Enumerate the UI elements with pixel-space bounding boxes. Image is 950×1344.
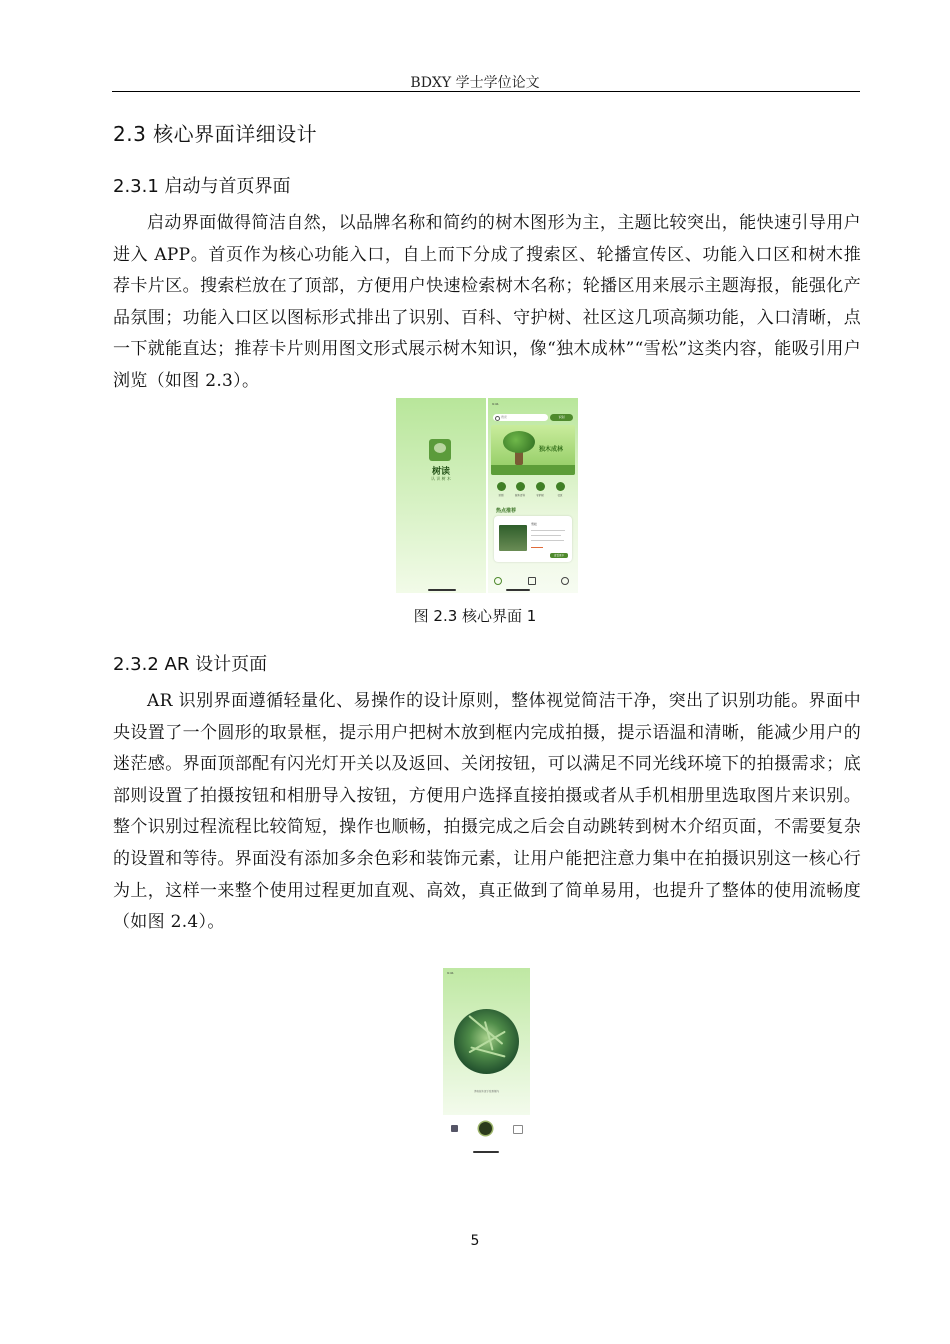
search-placeholder: 搜索 [501,415,508,419]
ar-screen-mockup [443,968,530,1115]
home-screen-mockup [488,398,578,593]
search-icon [495,416,500,421]
view-more-button: 查看更多 [550,553,568,558]
page-number: 5 [470,1233,480,1249]
profile-tab-icon [561,577,569,585]
home-tab-icon [494,577,502,585]
shutter-button [479,1122,492,1135]
text-line [531,540,564,541]
splash-screen-mockup [396,398,486,593]
camera-tab-icon [528,577,536,585]
guard-tree-feature-icon [536,482,545,491]
feature-label: 树木百科 [514,494,525,497]
running-header: BDXY 学士学位论文 [410,75,540,91]
viewfinder-circle [454,1009,519,1074]
header-rule [112,91,860,92]
home-indicator [473,1151,499,1153]
album-icon [513,1125,523,1134]
text-line [531,535,561,536]
splash-app-name: 树读 [431,467,450,477]
banner-text: 独木成林 [539,446,564,453]
subsection-heading-1: 2.3.1 启动与首页界面 [113,176,291,197]
search-bar [493,414,548,421]
paragraph-2 [113,686,861,939]
recommend-card-image [499,525,527,551]
tag-line [531,547,543,548]
identify-feature-icon [497,482,506,491]
feature-label: 识别 [498,494,504,497]
banner-tree-trunk [515,451,523,465]
home-indicator [506,589,530,591]
splash-app-sub: 认 识 树 木 [431,476,451,481]
paragraph-1-text: 启动界面做得简洁自然，以品牌名称和简约的树木图形为主，主题比较突出，能快速引导用户进入 APP。首页作为核心功能入口，自上而下分成了搜索区、轮播宣传区、功能入口区和树木推荐卡片区。搜索栏放在了顶部，方便用户快速检索树木名称；轮播区用来展示主题海报，能强化产品氛围；功能入口区以图标形式排出了识别、百科、守护树、社区这几项高频功能，入口清晰，点一下就能直达；推荐卡片则用图文形式展示树木知识，像“独木成林”“雪松”这类内容，能吸引用户浏览（如图 2.3）。 [113,213,861,391]
banner-tree-icon [503,431,535,453]
paragraph-1 [113,208,861,398]
encyclopedia-feature-icon [516,482,525,491]
paragraph-2-text: AR 识别界面遵循轻量化、易操作的设计原则，整体视觉简洁干净，突出了识别功能。界面中央设置了一个圆形的取景框，提示用户把树木放到框内完成拍摄，提示语温和清晰，能减少用户的迷茫感。界面顶部配有闪光灯开关以及返回、关闭按钮，可以满足不同光线环境下的拍摄需求；底部则设置了拍摄按钮和相册导入按钮，方便用户选择直接拍摄或者从手机相册里选取图片来识别。整个识别过程流程比较简短，操作也顺畅，拍摄完成之后会自动跳转到树木介绍页面，不需要复杂的设置和等待。界面没有添加多余色彩和装饰元素，让用户能把注意力集中在拍摄识别这一核心行为上，这样一来整个使用过程更加直观、高效，真正做到了简单易用，也提升了整体的使用流畅度（如图 2.4）。 [113,691,861,933]
identify-button: 识别 [550,414,573,421]
status-time: 9:41 [492,402,499,406]
community-feature-icon [556,482,565,491]
recommend-card [494,516,572,562]
text-line [531,530,565,531]
feature-label: 社区 [557,494,563,497]
section-heading: 2.3 核心界面详细设计 [113,122,318,146]
figure-caption-2-3: 图 2.3 核心界面 1 [413,607,537,625]
status-time: 9:41 [447,971,454,975]
gallery-import-icon [451,1125,458,1132]
pine-needle [470,1046,505,1057]
tree-logo-icon [429,439,451,461]
subsection-heading-2: 2.3.2 AR 设计页面 [113,654,268,675]
home-indicator [428,589,456,591]
banner-grass [491,465,575,475]
hot-title: 热点推荐 [496,508,517,514]
viewfinder-hint: 请将树木置于取景框内 [473,1090,499,1093]
carousel-banner [491,425,575,475]
feature-label: 守护树 [536,494,544,497]
recommend-card-name: 雪松 [531,522,538,526]
